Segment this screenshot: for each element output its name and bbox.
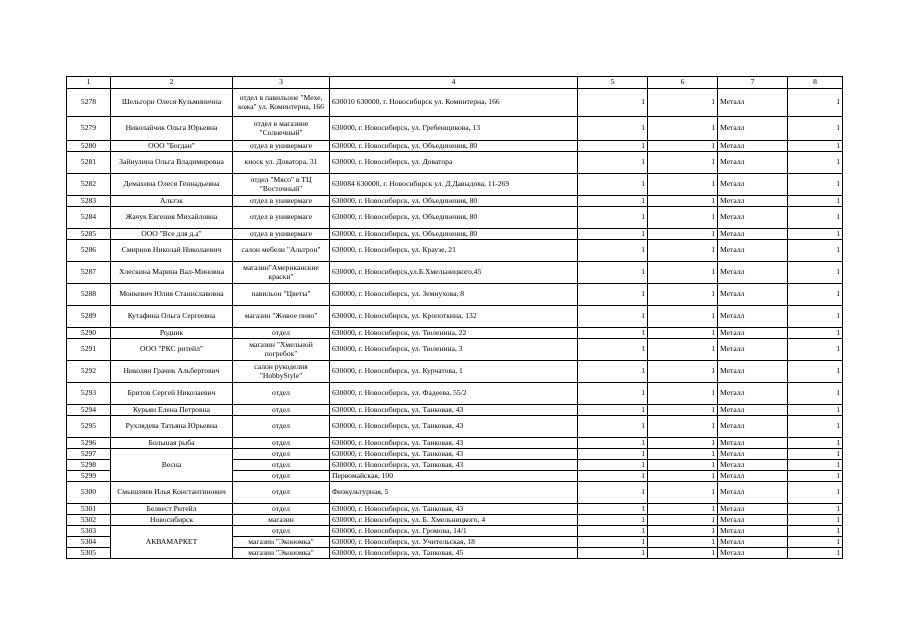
address-cell: 630000, г. Новосибирск, ул. Гребенщикова, 13 [330, 117, 578, 141]
count-cell: 1 [648, 306, 718, 328]
count-cell: 1 [578, 262, 648, 284]
material-cell: Металл [718, 504, 788, 515]
count-cell: 1 [788, 460, 843, 471]
count-cell: 1 [578, 141, 648, 152]
object-cell: отдел в универмаге [233, 229, 330, 240]
material-cell: Металл [718, 449, 788, 460]
object-cell: магазин "Экономка" [233, 537, 330, 548]
object-cell: отдел в универмаге [233, 141, 330, 152]
owner-cell: Хлескина Марина Вал-Миновна [111, 262, 233, 284]
count-cell: 1 [788, 383, 843, 405]
address-cell: 630000, г. Новосибирск, ул. Курчатова, 1 [330, 361, 578, 383]
count-cell: 1 [788, 537, 843, 548]
material-cell: Металл [718, 438, 788, 449]
material-cell: Металл [718, 361, 788, 383]
count-cell: 1 [648, 152, 718, 174]
owner-cell: Моикевич Юлия Станиславовна [111, 284, 233, 306]
count-cell: 1 [788, 240, 843, 262]
table-row [67, 361, 843, 383]
count-cell: 1 [578, 152, 648, 174]
count-cell: 1 [788, 207, 843, 229]
count-cell: 1 [788, 328, 843, 339]
count-cell: 1 [578, 515, 648, 526]
table-row [67, 504, 843, 515]
address-cell: 630000, г. Новосибирск, ул. Кропоткина, 132 [330, 306, 578, 328]
count-cell: 1 [788, 361, 843, 383]
owner-cell: Бритов Сергей Николаевич [111, 383, 233, 405]
object-cell: павильон "Цветы" [233, 284, 330, 306]
count-cell: 1 [788, 117, 843, 141]
count-cell: 1 [578, 306, 648, 328]
owner-cell: АКВАМАРКЕТ [111, 526, 233, 559]
count-cell: 1 [788, 449, 843, 460]
material-cell: Металл [718, 460, 788, 471]
count-cell: 1 [648, 328, 718, 339]
count-cell: 1 [578, 196, 648, 207]
material-cell: Металл [718, 284, 788, 306]
count-cell: 1 [648, 361, 718, 383]
count-cell: 1 [648, 339, 718, 361]
object-cell: магазин"Американские краски" [233, 262, 330, 284]
object-cell: салон рукоделия "HobbyStyle" [233, 361, 330, 383]
count-cell: 1 [788, 196, 843, 207]
table-row [67, 174, 843, 196]
table-row [67, 416, 843, 438]
row-number-cell: 5291 [67, 339, 111, 361]
count-cell: 1 [578, 89, 648, 117]
address-cell: 630000, г. Новосибирск, ул. Танковая, 43 [330, 460, 578, 471]
row-number-cell: 5298 [67, 460, 111, 471]
table-row [67, 117, 843, 141]
address-cell: 630000, г. Новосибирск, ул. Танковая, 43 [330, 504, 578, 515]
object-cell: отдел [233, 449, 330, 460]
table-row [67, 229, 843, 240]
table-row [67, 141, 843, 152]
count-cell: 1 [788, 89, 843, 117]
row-number-cell: 5284 [67, 207, 111, 229]
count-cell: 1 [788, 526, 843, 537]
count-cell: 1 [788, 339, 843, 361]
registry-table [66, 76, 843, 559]
count-cell: 1 [648, 89, 718, 117]
row-number-cell: 5302 [67, 515, 111, 526]
count-cell: 1 [788, 229, 843, 240]
table-row [67, 482, 843, 504]
object-cell: салон мебели "Альтрон" [233, 240, 330, 262]
material-cell: Металл [718, 416, 788, 438]
row-number-cell: 5297 [67, 449, 111, 460]
row-number-cell: 5280 [67, 141, 111, 152]
object-cell: киоск ул. Доватора, 31 [233, 152, 330, 174]
count-cell: 1 [578, 174, 648, 196]
address-cell: 630000, г. Новосибирск,ул.Б.Хмельницкого,45 [330, 262, 578, 284]
address-cell: 630000, г. Новосибирск, ул. Учительская, 18 [330, 537, 578, 548]
count-cell: 1 [578, 328, 648, 339]
table-row [67, 526, 843, 537]
count-cell: 1 [578, 482, 648, 504]
count-cell: 1 [648, 537, 718, 548]
count-cell: 1 [578, 383, 648, 405]
count-cell: 1 [788, 416, 843, 438]
address-cell: 630000, г. Новосибирск, ул. Танковая, 43 [330, 405, 578, 416]
count-cell: 1 [648, 526, 718, 537]
address-cell: Физкультурная, 5 [330, 482, 578, 504]
count-cell: 1 [648, 284, 718, 306]
count-cell: 1 [578, 361, 648, 383]
row-number-cell: 5281 [67, 152, 111, 174]
owner-cell: Шельгорн Олеся Кузьминична [111, 89, 233, 117]
material-cell: Металл [718, 328, 788, 339]
count-cell: 1 [648, 482, 718, 504]
material-cell: Металл [718, 229, 788, 240]
count-cell: 1 [578, 460, 648, 471]
count-cell: 1 [648, 240, 718, 262]
count-cell: 1 [648, 141, 718, 152]
header-row [67, 77, 843, 89]
row-number-cell: 5292 [67, 361, 111, 383]
table-body [67, 77, 843, 559]
material-cell: Металл [718, 537, 788, 548]
count-cell: 1 [648, 262, 718, 284]
count-cell: 1 [648, 471, 718, 482]
owner-cell: Николайчик Ольга Юрьевна [111, 117, 233, 141]
header-cell: 3 [233, 77, 330, 89]
object-cell: отдел [233, 471, 330, 482]
object-cell: магазин "Экономка" [233, 548, 330, 559]
row-number-cell: 5299 [67, 471, 111, 482]
material-cell: Металл [718, 515, 788, 526]
address-cell: 630000, г. Новосибирск, ул. Танковая, 43 [330, 438, 578, 449]
row-number-cell: 5301 [67, 504, 111, 515]
material-cell: Металл [718, 548, 788, 559]
count-cell: 1 [578, 548, 648, 559]
material-cell: Металл [718, 471, 788, 482]
count-cell: 1 [788, 515, 843, 526]
table-row [67, 339, 843, 361]
address-cell: 630010 630000, г. Новосибирск ул. Коминтерна, 166 [330, 89, 578, 117]
table-row [67, 196, 843, 207]
count-cell: 1 [578, 449, 648, 460]
row-number-cell: 5300 [67, 482, 111, 504]
count-cell: 1 [648, 383, 718, 405]
table-row [67, 89, 843, 117]
row-number-cell: 5295 [67, 416, 111, 438]
material-cell: Металл [718, 405, 788, 416]
count-cell: 1 [578, 537, 648, 548]
address-cell: 630000, г. Новосибирск, ул. Б. Хмельницкого, 4 [330, 515, 578, 526]
count-cell: 1 [648, 207, 718, 229]
owner-cell: Весна [111, 449, 233, 482]
address-cell: 630000, г. Новосибирск, ул. Краузе, 21 [330, 240, 578, 262]
count-cell: 1 [788, 548, 843, 559]
table-row [67, 405, 843, 416]
owner-cell: Кутафина Ольга Сергеевна [111, 306, 233, 328]
count-cell: 1 [578, 117, 648, 141]
count-cell: 1 [788, 438, 843, 449]
count-cell: 1 [788, 174, 843, 196]
count-cell: 1 [788, 504, 843, 515]
header-cell: 8 [788, 77, 843, 89]
count-cell: 1 [578, 526, 648, 537]
address-cell: 630000, г. Новосибирск, ул. Фадеева, 55/2 [330, 383, 578, 405]
address-cell: 630084 630000, г. Новосибирск ул. Д.Давыдова, 11-269 [330, 174, 578, 196]
object-cell: отдел [233, 482, 330, 504]
table-row [67, 240, 843, 262]
row-number-cell: 5296 [67, 438, 111, 449]
count-cell: 1 [578, 240, 648, 262]
row-number-cell: 5293 [67, 383, 111, 405]
material-cell: Металл [718, 196, 788, 207]
table-row [67, 515, 843, 526]
count-cell: 1 [788, 471, 843, 482]
address-cell: 630000, г. Новосибирск, ул. Громова, 14/1 [330, 526, 578, 537]
header-cell: 4 [330, 77, 578, 89]
row-number-cell: 5289 [67, 306, 111, 328]
material-cell: Металл [718, 383, 788, 405]
table-row [67, 306, 843, 328]
object-cell: отдел в универмаге [233, 196, 330, 207]
count-cell: 1 [578, 284, 648, 306]
count-cell: 1 [578, 229, 648, 240]
material-cell: Металл [718, 117, 788, 141]
object-cell: магазин [233, 515, 330, 526]
object-cell: отдел [233, 460, 330, 471]
material-cell: Металл [718, 174, 788, 196]
material-cell: Металл [718, 141, 788, 152]
owner-cell: Николян Грачик Альбертович [111, 361, 233, 383]
object-cell: отдел [233, 405, 330, 416]
owner-cell: Смышляев Илья Константинович [111, 482, 233, 504]
object-cell: отдел [233, 438, 330, 449]
object-cell: отдел "Мясо" в ТЦ "Восточный" [233, 174, 330, 196]
address-cell: 630000, г. Новосибирск, ул. Танковая, 45 [330, 548, 578, 559]
table-row [67, 262, 843, 284]
object-cell: отдел [233, 328, 330, 339]
owner-cell: Рухлядева Татьяна Юрьевна [111, 416, 233, 438]
count-cell: 1 [578, 416, 648, 438]
count-cell: 1 [578, 339, 648, 361]
address-cell: 630000, г. Новосибирск, ул. Тюленина, 22 [330, 328, 578, 339]
material-cell: Металл [718, 152, 788, 174]
owner-cell: ООО "Все для д.а" [111, 229, 233, 240]
table-row [67, 284, 843, 306]
count-cell: 1 [648, 196, 718, 207]
owner-cell: Зайнулина Ольга Владимировна [111, 152, 233, 174]
object-cell: отдел в павильоне "Мехе, кожа" ул. Коминтерна, 166 [233, 89, 330, 117]
count-cell: 1 [648, 548, 718, 559]
owner-cell: Большая рыба [111, 438, 233, 449]
row-number-cell: 5279 [67, 117, 111, 141]
table-row [67, 152, 843, 174]
row-number-cell: 5285 [67, 229, 111, 240]
row-number-cell: 5283 [67, 196, 111, 207]
row-number-cell: 5288 [67, 284, 111, 306]
table-row [67, 207, 843, 229]
address-cell: 630000, г. Новосибирск, ул. Земнухова, 8 [330, 284, 578, 306]
count-cell: 1 [648, 449, 718, 460]
address-cell: 630000, г. Новосибирск, ул. Объединения, 80 [330, 196, 578, 207]
count-cell: 1 [578, 207, 648, 229]
material-cell: Металл [718, 306, 788, 328]
address-cell: 630000, г. Новосибирск, ул. Тюленина, 3 [330, 339, 578, 361]
object-cell: отдел [233, 504, 330, 515]
count-cell: 1 [788, 152, 843, 174]
count-cell: 1 [578, 405, 648, 416]
count-cell: 1 [648, 438, 718, 449]
count-cell: 1 [648, 174, 718, 196]
count-cell: 1 [788, 482, 843, 504]
material-cell: Металл [718, 207, 788, 229]
row-number-cell: 5290 [67, 328, 111, 339]
row-number-cell: 5294 [67, 405, 111, 416]
material-cell: Металл [718, 262, 788, 284]
owner-cell: ООО "РКС ритейл" [111, 339, 233, 361]
row-number-cell: 5282 [67, 174, 111, 196]
count-cell: 1 [788, 405, 843, 416]
count-cell: 1 [648, 117, 718, 141]
count-cell: 1 [648, 416, 718, 438]
count-cell: 1 [578, 438, 648, 449]
address-cell: 630000, г. Новосибирск, ул. Объединения, 80 [330, 207, 578, 229]
count-cell: 1 [788, 306, 843, 328]
object-cell: отдел [233, 383, 330, 405]
material-cell: Металл [718, 240, 788, 262]
address-cell: 630000, г. Новосибирск, ул. Доватора [330, 152, 578, 174]
count-cell: 1 [788, 262, 843, 284]
header-cell: 6 [648, 77, 718, 89]
count-cell: 1 [578, 471, 648, 482]
object-cell: отдел в универмаге [233, 207, 330, 229]
owner-cell: Демахина Олеся Геннадьевна [111, 174, 233, 196]
header-cell: 7 [718, 77, 788, 89]
row-number-cell: 5303 [67, 526, 111, 537]
row-number-cell: 5305 [67, 548, 111, 559]
owner-cell: Альтэк [111, 196, 233, 207]
row-number-cell: 5278 [67, 89, 111, 117]
count-cell: 1 [648, 405, 718, 416]
row-number-cell: 5287 [67, 262, 111, 284]
owner-cell: Смирнов Николай Николаевич [111, 240, 233, 262]
table-row [67, 438, 843, 449]
address-cell: 630000, г. Новосибирск, ул. Объединения, 80 [330, 141, 578, 152]
address-cell: 630000, г. Новосибирск, ул. Танковая, 43 [330, 449, 578, 460]
owner-cell: Белвест Ритейл [111, 504, 233, 515]
count-cell: 1 [648, 460, 718, 471]
object-cell: отдел [233, 416, 330, 438]
count-cell: 1 [648, 229, 718, 240]
object-cell: магазин "Хмельной погребок" [233, 339, 330, 361]
count-cell: 1 [648, 515, 718, 526]
header-cell: 5 [578, 77, 648, 89]
table-row [67, 328, 843, 339]
address-cell: 630000, г. Новосибирск, ул. Танковая, 43 [330, 416, 578, 438]
owner-cell: Жачук Евгения Михайловна [111, 207, 233, 229]
address-cell: Первомайская, 100 [330, 471, 578, 482]
count-cell: 1 [578, 504, 648, 515]
header-cell: 2 [111, 77, 233, 89]
material-cell: Металл [718, 526, 788, 537]
row-number-cell: 5304 [67, 537, 111, 548]
address-cell: 630000, г. Новосибирск, ул. Объединения, 80 [330, 229, 578, 240]
owner-cell: Курьян Елена Петровна [111, 405, 233, 416]
table-row [67, 449, 843, 460]
owner-cell: Новосибирск [111, 515, 233, 526]
material-cell: Металл [718, 339, 788, 361]
count-cell: 1 [648, 504, 718, 515]
table-row [67, 383, 843, 405]
owner-cell: ООО "Богдан" [111, 141, 233, 152]
header-cell: 1 [67, 77, 111, 89]
owner-cell: Родник [111, 328, 233, 339]
count-cell: 1 [788, 284, 843, 306]
object-cell: отдел [233, 526, 330, 537]
object-cell: отдел в магазине "Солнечный" [233, 117, 330, 141]
material-cell: Металл [718, 482, 788, 504]
row-number-cell: 5286 [67, 240, 111, 262]
object-cell: магазин "Живое пиво" [233, 306, 330, 328]
material-cell: Металл [718, 89, 788, 117]
count-cell: 1 [788, 141, 843, 152]
